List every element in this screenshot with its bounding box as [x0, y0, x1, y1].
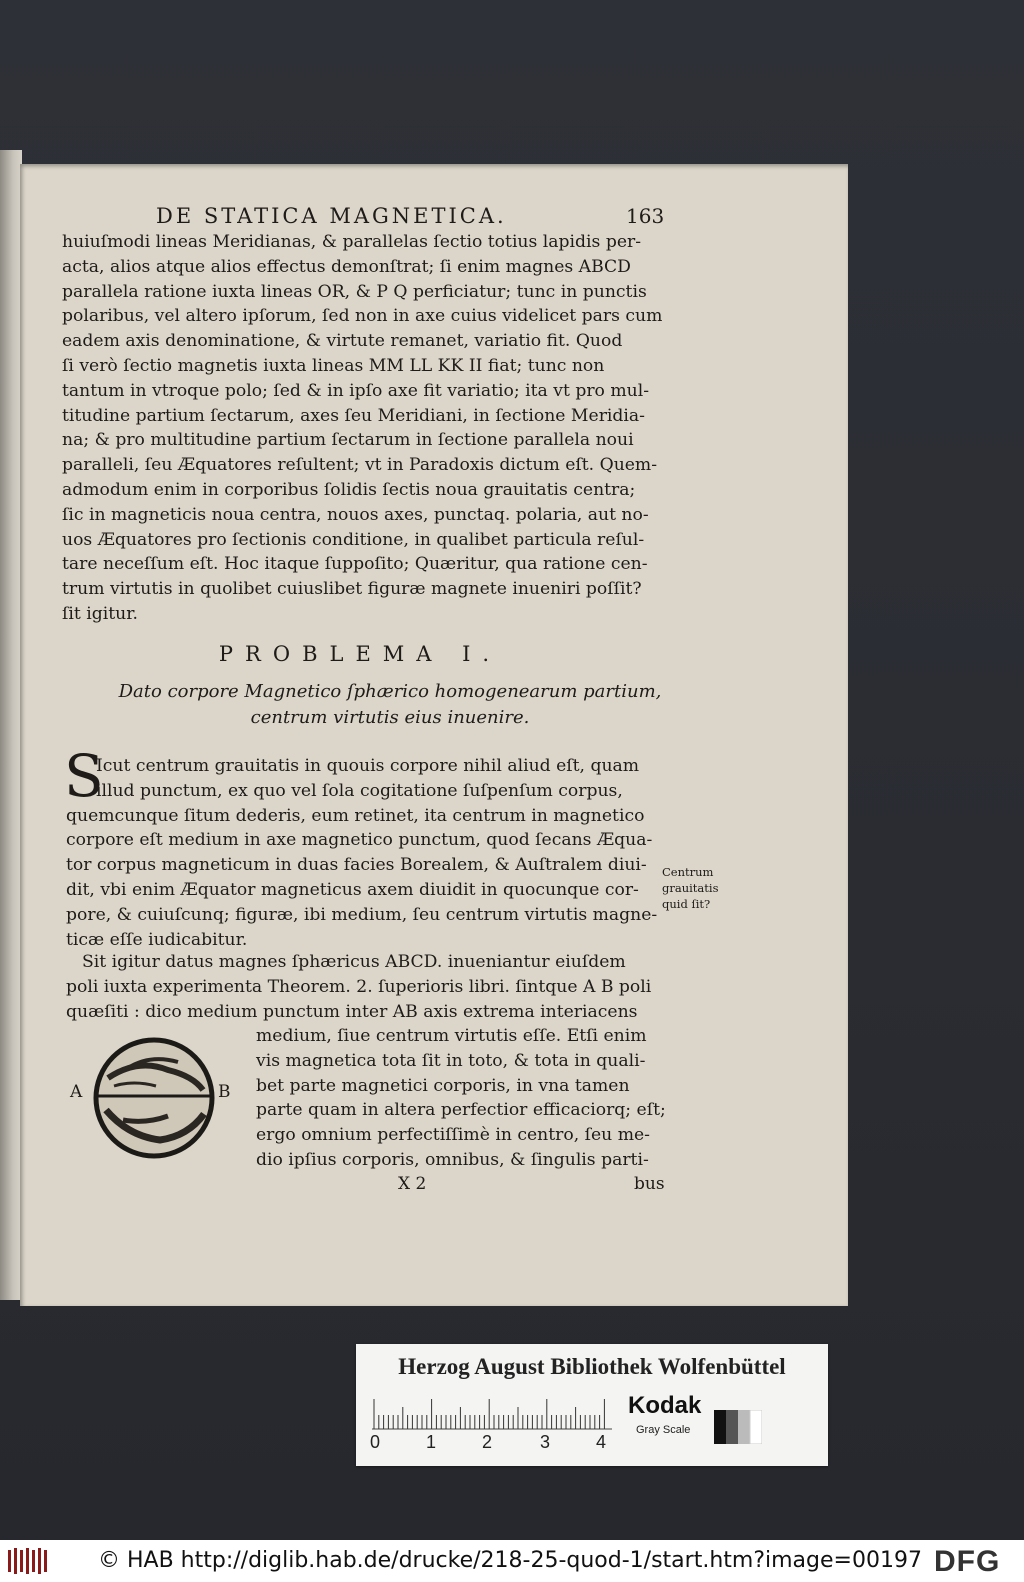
ruler-number: 2	[482, 1432, 493, 1452]
text-line: pore, & cuiuſcunq; figuræ, ibi medium, ſeu centrum virtutis magne-	[66, 904, 658, 925]
text-line: trum virtutis in quolibet cuiuslibet figuræ magnete inueniri poſſit?	[62, 579, 642, 600]
text-line: ſit igitur.	[62, 603, 138, 624]
text-line: quid ſit?	[662, 897, 711, 911]
magnet-sphere-figure	[68, 1028, 238, 1168]
text-line: admodum enim in corporibus ſolidis ſectis noua grauitatis centra;	[62, 479, 636, 500]
text-line: parallela ratione iuxta lineas OR, & P Q perficiatur; tunc in punctis	[62, 281, 647, 302]
color-scale-card	[356, 1344, 828, 1466]
text-line: huiuſmodi lineas Meridianas, & parallelas ſectio totius lapidis per-	[62, 232, 642, 252]
text-line: parte quam in altera perfectior efficaciorq; eſt;	[256, 1100, 666, 1121]
gray-patch	[726, 1410, 738, 1444]
text-line: quæſiti : dico medium punctum inter AB axis extrema interiacens	[66, 1001, 638, 1022]
text-line: Sit igitur datus magnes ſphæricus ABCD. inueniantur eiuſdem	[82, 952, 626, 972]
page-number: 163	[626, 204, 665, 228]
signature-mark: X 2	[398, 1174, 427, 1194]
text-line: tare neceſſum eſt. Hoc itaque ſuppoſito; Quæritur, qua ratione cen-	[62, 554, 648, 575]
text-line: ticæ eſſe iudicabitur.	[66, 929, 248, 950]
ruler-number: 3	[540, 1432, 551, 1452]
text-line: illud punctum, ex quo vel ſola cogitatione ſuſpenſum corpus,	[96, 780, 623, 801]
problem-heading: PROBLEMA I.	[218, 642, 502, 666]
text-line: na; & pro multitudine partium ſectarum in ſectione parallela noui	[62, 430, 634, 451]
library-name: Herzog August Bibliothek Wolfenbüttel	[398, 1354, 786, 1379]
gray-patch	[738, 1410, 750, 1444]
sphere-illustration	[96, 1040, 212, 1156]
gray-scale-patches	[714, 1410, 762, 1444]
source-url[interactable]: © HAB http://diglib.hab.de/drucke/218-25-quod-1/start.htm?image=00197	[98, 1548, 922, 1573]
text-line: corpore eſt medium in axe magnetico punctum, quod ſecans Æqua-	[66, 830, 653, 851]
text-line: centrum virtutis eius inuenire.	[250, 707, 530, 728]
text-line: uos Æquatores pro ſectionis conditione, in qualibet particula reſul-	[62, 529, 645, 550]
ruler-number: 0	[370, 1432, 381, 1452]
problem-statement	[110, 679, 670, 731]
footer-bar	[0, 1540, 1024, 1582]
body-paragraph	[62, 230, 682, 627]
running-head: DE STATICA MAGNETICA.	[156, 204, 507, 228]
gray-patch	[714, 1410, 726, 1444]
paragraph	[256, 1024, 666, 1173]
text-line: paralleli, ſeu Æquatores reſultent; vt in Paradoxis dictum eſt. Quem-	[62, 455, 658, 476]
text-line: acta, alios atque alios effectus demonſtrat; ſi enim magnes ABCD	[62, 256, 631, 277]
text-line: dio ipſius corporis, omnibus, & ſingulis parti-	[256, 1149, 649, 1170]
text-line: dit, vbi enim Æquator magneticus axem diuidit in quocunque cor-	[66, 879, 639, 900]
text-line: eadem axis denominatione, & virtute remanet, variatio fit. Quod	[62, 331, 623, 352]
text-line: vis magnetica tota ſit in toto, & tota in quali-	[256, 1050, 646, 1071]
text-line: titudine partium ſectarum, axes ſeu Meridiani, in ſectione Meridia-	[62, 405, 645, 426]
text-line: grauitatis	[662, 881, 719, 895]
text-line: tantum in vtroque polo; ſed & in ipſo axe fit variatio; ita vt pro mul-	[62, 380, 650, 401]
ruler-number: 4	[596, 1432, 607, 1452]
gray-patch	[750, 1410, 762, 1444]
ruler-number: 1	[426, 1432, 437, 1452]
text-line: ergo omnium perfectiſſimè in centro, ſeu me-	[256, 1125, 650, 1146]
book-page	[20, 164, 848, 1306]
ruler-ticks	[374, 1399, 604, 1429]
text-line: Icut centrum grauitatis in quouis corpore nihil aliud eſt, quam	[96, 756, 640, 776]
text-line: poli iuxta experimenta Theorem. 2. ſuperioris libri. ſintque A B poli	[66, 976, 652, 997]
figure-label-a: A	[70, 1082, 83, 1102]
paragraph	[66, 950, 651, 1024]
catchword: bus	[634, 1174, 665, 1194]
paragraph	[66, 754, 657, 952]
gray-scale-label: Gray Scale	[636, 1424, 691, 1436]
text-line: medium, ſiue centrum virtutis eſſe. Etſi enim	[256, 1026, 647, 1046]
text-line: tor corpus magneticum in duas facies Borealem, & Auſtralem diui-	[66, 855, 647, 876]
text-line: polaribus, vel altero ipſorum, ſed non in axe cuius videlicet pars cum	[62, 306, 663, 327]
text-line: bet parte magnetici corporis, in vna tamen	[256, 1075, 630, 1096]
ruler	[372, 1396, 612, 1430]
hab-logo-icon	[6, 1546, 50, 1576]
drop-cap: S	[64, 742, 104, 810]
text-line: Dato corpore Magnetico ſphærico homogenearum partium,	[118, 681, 662, 702]
page-edge	[0, 150, 22, 1300]
text-line: ſi verò ſectio magnetis iuxta lineas MM LL KK II fiat; tunc non	[62, 355, 605, 376]
kodak-logo: Kodak	[628, 1392, 702, 1419]
text-line: ſic in magneticis noua centra, nouos axes, punctaq. polaria, aut no-	[62, 504, 649, 525]
marginal-note	[662, 864, 718, 912]
figure-label-b: B	[218, 1082, 231, 1102]
text-line: quemcunque ſitum dederis, eum retinet, ita centrum in magnetico	[66, 805, 645, 826]
text-line: Centrum	[662, 865, 714, 879]
dfg-logo: DFG	[934, 1545, 1001, 1578]
